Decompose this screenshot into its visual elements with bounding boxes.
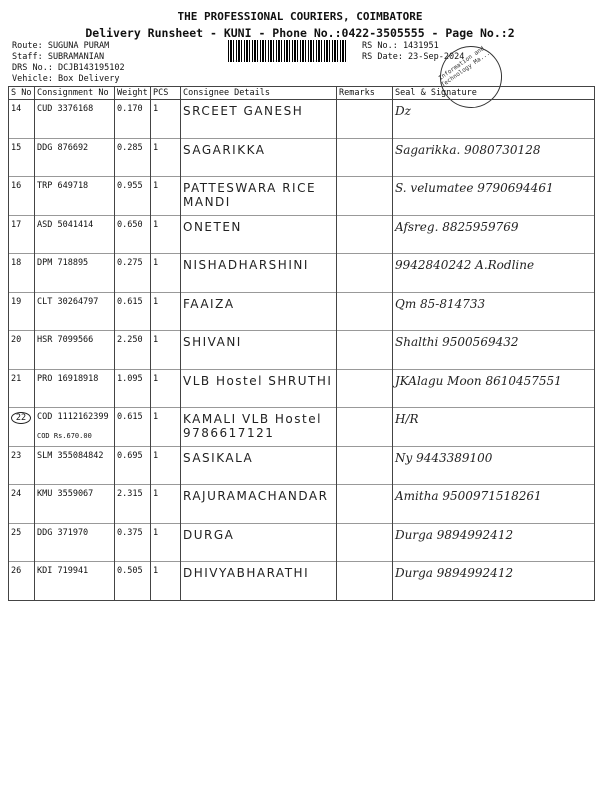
row-weight — [115, 292, 151, 331]
row-sno — [9, 254, 35, 293]
row-signature-text: H/R — [395, 412, 419, 426]
col-signature: Seal & Signature — [393, 87, 595, 100]
row-signature — [393, 177, 595, 216]
runsheet-title: Delivery Runsheet - KUNI - Phone No.:0422-3505555 - Page No.:2 — [85, 26, 515, 40]
row-consignment — [35, 100, 115, 139]
row-consignment — [35, 485, 115, 524]
row-consignee-text: KAMALI VLB Hostel 9786617121 — [183, 412, 322, 440]
rs-date: RS Date: 23-Sep-2024 — [362, 52, 465, 62]
table-row — [9, 215, 595, 254]
row-consignment — [35, 138, 115, 177]
row-weight — [115, 408, 151, 447]
row-sno — [9, 100, 35, 139]
row-weight-text: 0.505 — [117, 566, 143, 576]
table-row — [9, 138, 595, 177]
row-consignment — [35, 331, 115, 370]
row-pcs — [151, 138, 181, 177]
row-signature — [393, 446, 595, 485]
row-sno-text: 20 — [11, 335, 22, 345]
col-consignee: Consignee Details — [181, 87, 337, 100]
row-pcs-text: 1 — [153, 566, 159, 576]
row-consignee — [181, 254, 337, 293]
row-signature — [393, 562, 595, 601]
row-consignment-text: CUD 3376168 — [37, 104, 94, 114]
row-signature — [393, 138, 595, 177]
row-sno-text: 25 — [11, 527, 22, 538]
row-signature-text: 9942840242 A.Rodline — [395, 258, 535, 272]
table-row — [9, 331, 595, 370]
barcode — [228, 40, 348, 62]
row-remarks — [337, 215, 393, 254]
row-signature — [393, 292, 595, 331]
col-remarks: Remarks — [337, 87, 393, 100]
row-weight — [115, 254, 151, 293]
row-consignment-text: DDG 371970 — [37, 527, 89, 538]
row-remarks — [337, 292, 393, 331]
row-consignee — [181, 562, 337, 601]
row-pcs-text: 1 — [153, 527, 159, 538]
row-consignee — [181, 369, 337, 408]
row-consignee-text: DHIVYABHARATHI — [183, 566, 310, 580]
row-pcs-text: 1 — [153, 104, 159, 114]
row-sno-text: 22 — [11, 412, 31, 424]
row-consignment-text: CLT 30264797 — [37, 296, 99, 307]
rs-number: RS No.: 1431951 — [362, 41, 439, 51]
row-signature-text: Dz — [395, 104, 411, 118]
row-remarks — [337, 408, 393, 447]
row-signature-text: Qm 85-814733 — [395, 296, 486, 311]
row-remarks — [337, 138, 393, 177]
row-pcs-text: 1 — [153, 181, 159, 191]
row-remarks — [337, 485, 393, 524]
row-pcs-text: 1 — [153, 373, 159, 384]
row-sno-text: 24 — [11, 489, 22, 499]
row-weight — [115, 446, 151, 485]
row-signature — [393, 408, 595, 447]
row-signature-text: Durga 9894992412 — [395, 527, 514, 542]
row-remarks — [337, 523, 393, 562]
row-pcs — [151, 177, 181, 216]
row-weight — [115, 369, 151, 408]
row-consignment — [35, 446, 115, 485]
row-consignee-text: PATTESWARA RICE MANDI — [183, 181, 317, 209]
row-weight-text: 0.695 — [117, 450, 143, 461]
row-weight — [115, 177, 151, 216]
row-weight-text: 2.315 — [117, 489, 143, 499]
seal-stamp: Information and Technology Ma... — [428, 34, 514, 120]
row-weight-text: 0.615 — [117, 412, 143, 422]
row-consignment-text: ASD 5041414 — [37, 219, 94, 230]
row-consignment-text: HSR 7099566 — [37, 335, 94, 345]
row-consignee-text: FAAIZA — [183, 296, 235, 311]
row-signature — [393, 100, 595, 139]
row-remarks — [337, 254, 393, 293]
row-consignee-text: SRCEET GANESH — [183, 104, 304, 118]
row-weight-text: 0.285 — [117, 142, 143, 153]
staff-label: Staff: SUBRAMANIAN — [12, 52, 105, 62]
row-weight — [115, 331, 151, 370]
row-remarks — [337, 331, 393, 370]
row-weight-text: 1.095 — [117, 373, 143, 384]
route-meta — [12, 41, 125, 85]
row-sno — [9, 523, 35, 562]
row-consignee-text: SHIVANI — [183, 335, 242, 349]
row-pcs — [151, 215, 181, 254]
vehicle-label: Vehicle: Box Delivery — [12, 74, 120, 84]
row-consignee — [181, 138, 337, 177]
row-weight-text: 0.955 — [117, 181, 143, 191]
row-consignee — [181, 292, 337, 331]
row-pcs — [151, 446, 181, 485]
row-pcs-text: 1 — [153, 489, 159, 499]
row-sno — [9, 215, 35, 254]
row-pcs — [151, 292, 181, 331]
row-pcs — [151, 331, 181, 370]
row-consignee — [181, 446, 337, 485]
row-sno — [9, 177, 35, 216]
row-remarks — [337, 446, 393, 485]
table-row — [9, 523, 595, 562]
row-consignee-text: ONETEN — [183, 219, 242, 234]
row-pcs-text: 1 — [153, 258, 159, 268]
row-pcs — [151, 562, 181, 601]
row-sno-text: 17 — [11, 219, 22, 230]
row-consignment-text: DDG 876692 — [37, 142, 89, 153]
row-consignment — [35, 177, 115, 216]
row-consignee — [181, 177, 337, 216]
row-sno — [9, 292, 35, 331]
row-signature-text: S. velumatee 9790694461 — [395, 181, 554, 195]
row-remarks — [337, 369, 393, 408]
table-row — [9, 485, 595, 524]
row-signature-text: Amitha 9500971518261 — [395, 489, 542, 503]
row-pcs — [151, 100, 181, 139]
row-consignee — [181, 523, 337, 562]
row-consignee — [181, 408, 337, 447]
table-row — [9, 292, 595, 331]
row-sno — [9, 446, 35, 485]
row-signature-text: Durga 9894992412 — [395, 566, 514, 580]
row-consignee — [181, 485, 337, 524]
row-consignment — [35, 254, 115, 293]
row-weight — [115, 138, 151, 177]
row-weight-text: 0.375 — [117, 527, 143, 538]
row-consignee — [181, 331, 337, 370]
table-row — [9, 254, 595, 293]
row-weight — [115, 562, 151, 601]
row-sno — [9, 562, 35, 601]
col-consignment: Consignment No — [35, 87, 115, 100]
row-sno — [9, 485, 35, 524]
table-row — [9, 177, 595, 216]
row-sno-text: 19 — [11, 296, 22, 307]
row-sno-text: 16 — [11, 181, 22, 191]
row-pcs-text: 1 — [153, 142, 159, 153]
table-header-row — [9, 87, 595, 100]
row-sno — [9, 408, 35, 447]
row-pcs — [151, 523, 181, 562]
row-pcs — [151, 369, 181, 408]
row-pcs-text: 1 — [153, 219, 159, 230]
route-label: Route: SUGUNA PURAM — [12, 41, 110, 51]
row-signature-text: Sagarikka. 9080730128 — [395, 142, 541, 157]
row-sno — [9, 331, 35, 370]
table-row — [9, 369, 595, 408]
row-sno-text: 14 — [11, 104, 22, 114]
row-consignment — [35, 408, 115, 447]
row-consignment-text: DPM 718895 — [37, 258, 89, 268]
row-consignment-text: SLM 355084842 — [37, 450, 104, 461]
row-consignee — [181, 215, 337, 254]
row-sno — [9, 369, 35, 408]
cod-amount: COD Rs.670.00 — [37, 432, 92, 440]
table-row — [9, 562, 595, 601]
row-remarks — [337, 100, 393, 139]
row-weight-text: 0.170 — [117, 104, 143, 114]
row-weight-text: 0.650 — [117, 219, 143, 230]
row-signature — [393, 369, 595, 408]
col-pcs: PCS — [151, 87, 181, 100]
row-consignment-text: COD 1112162399 — [37, 412, 109, 422]
row-signature — [393, 215, 595, 254]
table-row — [9, 100, 595, 139]
row-sno-text: 15 — [11, 142, 22, 153]
runsheet-table — [8, 86, 595, 601]
row-weight-text: 2.250 — [117, 335, 143, 345]
row-consignment-text: KDI 719941 — [37, 566, 89, 576]
col-sno: S No — [9, 87, 35, 100]
row-consignment — [35, 369, 115, 408]
row-signature-text: Afsreg. 8825959769 — [395, 219, 519, 234]
row-consignee-text: NISHADHARSHINI — [183, 258, 309, 272]
row-signature — [393, 485, 595, 524]
table-row — [9, 408, 595, 447]
row-consignment — [35, 215, 115, 254]
row-signature — [393, 331, 595, 370]
drs-label: DRS No.: DCJB143195102 — [12, 63, 125, 73]
row-signature — [393, 254, 595, 293]
row-sno-text: 26 — [11, 566, 22, 576]
row-weight — [115, 100, 151, 139]
row-weight — [115, 485, 151, 524]
table-row — [9, 446, 595, 485]
row-consignee-text: SASIKALA — [183, 450, 254, 465]
row-remarks — [337, 177, 393, 216]
row-weight — [115, 215, 151, 254]
row-signature-text: JKAlagu Moon 8610457551 — [395, 373, 562, 388]
row-sno-text: 21 — [11, 373, 22, 384]
row-weight-text: 0.275 — [117, 258, 143, 268]
row-pcs-text: 1 — [153, 412, 159, 422]
row-pcs — [151, 254, 181, 293]
row-pcs — [151, 485, 181, 524]
col-weight: Weight — [115, 87, 151, 100]
row-consignee-text: SAGARIKKA — [183, 142, 266, 157]
row-consignee — [181, 100, 337, 139]
row-sno-text: 23 — [11, 450, 22, 461]
row-consignment — [35, 523, 115, 562]
row-consignee-text: VLB Hostel SHRUTHI — [183, 373, 333, 388]
row-pcs-text: 1 — [153, 450, 159, 461]
row-signature — [393, 523, 595, 562]
row-sno — [9, 138, 35, 177]
row-pcs — [151, 408, 181, 447]
row-remarks — [337, 562, 393, 601]
row-sno-text: 18 — [11, 258, 22, 268]
row-weight-text: 0.615 — [117, 296, 143, 307]
row-signature-text: Ny 9443389100 — [395, 450, 493, 465]
row-consignment — [35, 292, 115, 331]
row-consignment — [35, 562, 115, 601]
row-consignee-text: RAJURAMACHANDAR — [183, 489, 329, 503]
row-pcs-text: 1 — [153, 296, 159, 307]
row-consignment-text: PRO 16918918 — [37, 373, 99, 384]
company-title: THE PROFESSIONAL COURIERS, COIMBATORE — [177, 10, 423, 23]
row-signature-text: Shalthi 9500569432 — [395, 335, 519, 349]
row-weight — [115, 523, 151, 562]
row-consignee-text: DURGA — [183, 527, 235, 542]
row-consignment-text: KMU 3559067 — [37, 489, 94, 499]
row-consignment-text: TRP 649718 — [37, 181, 89, 191]
row-pcs-text: 1 — [153, 335, 159, 345]
